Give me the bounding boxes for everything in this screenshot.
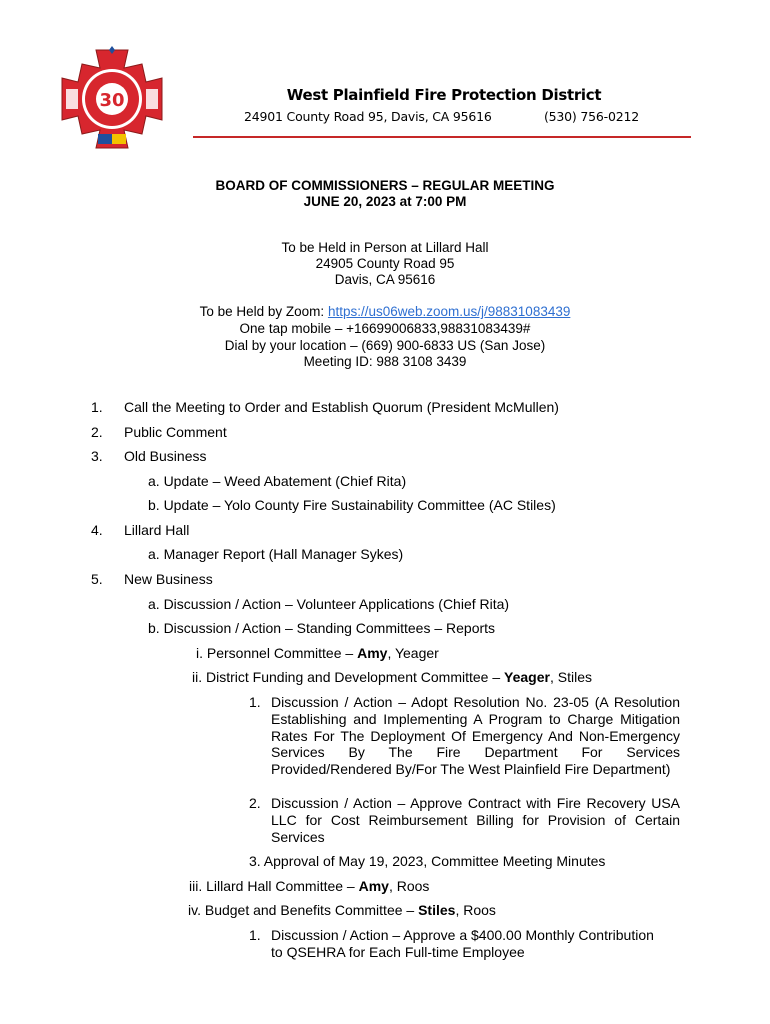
zoom-line: One tap mobile – +16699006833,98831083439# — [239, 321, 531, 336]
subitem-text: Discussion / Action – Approve a $400.00 Monthly Contribution — [271, 927, 654, 943]
committee-suffix: , Stiles — [549, 669, 592, 685]
agenda-number: 4. — [91, 522, 103, 538]
location-line: To be Held in Person at Lillard Hall — [281, 240, 489, 255]
committee-chair: Amy — [358, 878, 389, 894]
agenda-item: New Business — [124, 571, 213, 587]
zoom-line — [0, 304, 770, 320]
subitem-number: 1. — [249, 927, 261, 943]
committee-item — [188, 902, 496, 919]
agenda-item: Old Business — [124, 448, 207, 464]
agenda-subitem: a. Update – Weed Abatement (Chief Rita) — [148, 473, 407, 489]
logo-badge-number: 30 — [99, 90, 125, 111]
committee-prefix: iii. Lillard Hall Committee – — [189, 878, 359, 894]
committee-chair: Amy — [357, 645, 388, 661]
agenda-item: Public Comment — [124, 424, 227, 440]
agenda-number: 5. — [91, 571, 103, 587]
subitem-number: 2. — [249, 795, 261, 811]
header-divider — [193, 136, 691, 138]
agenda-subitem: b. Discussion / Action – Standing Committees – Reports — [148, 620, 496, 636]
meeting-date: JUNE 20, 2023 at 7:00 PM — [303, 194, 467, 209]
agenda-number: 1. — [91, 399, 103, 415]
subitem-text: Discussion / Action – Approve Contract with Fire Recovery USA LLC for Cost Reimbursement Billing for Provision of Certain Services — [271, 795, 680, 845]
zoom-line: Dial by your location – (669) 900-6833 US (San Jose) — [224, 338, 546, 353]
committee-chair: Stiles — [418, 902, 456, 918]
agenda-item: Call the Meeting to Order and Establish Quorum (President McMullen) — [124, 399, 559, 415]
committee-prefix: i. Personnel Committee – — [196, 645, 358, 661]
meeting-title: BOARD OF COMMISSIONERS – REGULAR MEETING — [215, 178, 555, 193]
zoom-line: Meeting ID: 988 3108 3439 — [303, 354, 467, 369]
org-address: 24901 County Road 95, Davis, CA 95616 — [244, 109, 492, 124]
subitem-text: 3. Approval of May 19, 2023, Committee Meeting Minutes — [249, 853, 606, 869]
committee-suffix: , Yeager — [387, 645, 439, 661]
subitem-text: Discussion / Action – Adopt Resolution No. 23-05 (A Resolution Establishing and Implementing A Program to Charge Mitigation Rates For The Deployment Of Emergency And Non-Emergency Services By The Fire Department For Services Provided/Rendered By/For The West Plainfield Fire Department) — [271, 694, 680, 778]
agenda-subitem: a. Discussion / Action – Volunteer Applications (Chief Rita) — [148, 596, 510, 612]
agenda-subitem: a. Manager Report (Hall Manager Sykes) — [148, 546, 404, 562]
location-line: 24905 County Road 95 — [315, 256, 455, 271]
agenda-number: 3. — [91, 448, 103, 464]
committee-suffix: , Roos — [455, 902, 496, 918]
agenda-item: Lillard Hall — [124, 522, 190, 538]
committee-prefix: iv. Budget and Benefits Committee – — [188, 902, 419, 918]
committee-item — [189, 878, 429, 895]
agenda-number: 2. — [91, 424, 103, 440]
org-name: West Plainfield Fire Protection District — [286, 86, 602, 104]
subitem-number: 1. — [249, 694, 261, 710]
subitem-text: to QSEHRA for Each Full-time Employee — [271, 944, 525, 960]
zoom-prefix: To be Held by Zoom: — [199, 304, 328, 319]
committee-item — [192, 669, 592, 686]
committee-chair: Yeager — [504, 669, 550, 685]
location-line: Davis, CA 95616 — [334, 272, 436, 287]
committee-item — [196, 645, 439, 662]
agenda-subitem: b. Update – Yolo County Fire Sustainability Committee (AC Stiles) — [148, 497, 556, 513]
committee-suffix: , Roos — [388, 878, 430, 894]
fire-department-logo — [58, 44, 166, 154]
org-phone: (530) 756-0212 — [544, 109, 639, 124]
committee-prefix: ii. District Funding and Development Committee – — [192, 669, 505, 685]
zoom-link[interactable]: https://us06web.zoom.us/j/98831083439 — [327, 304, 571, 319]
